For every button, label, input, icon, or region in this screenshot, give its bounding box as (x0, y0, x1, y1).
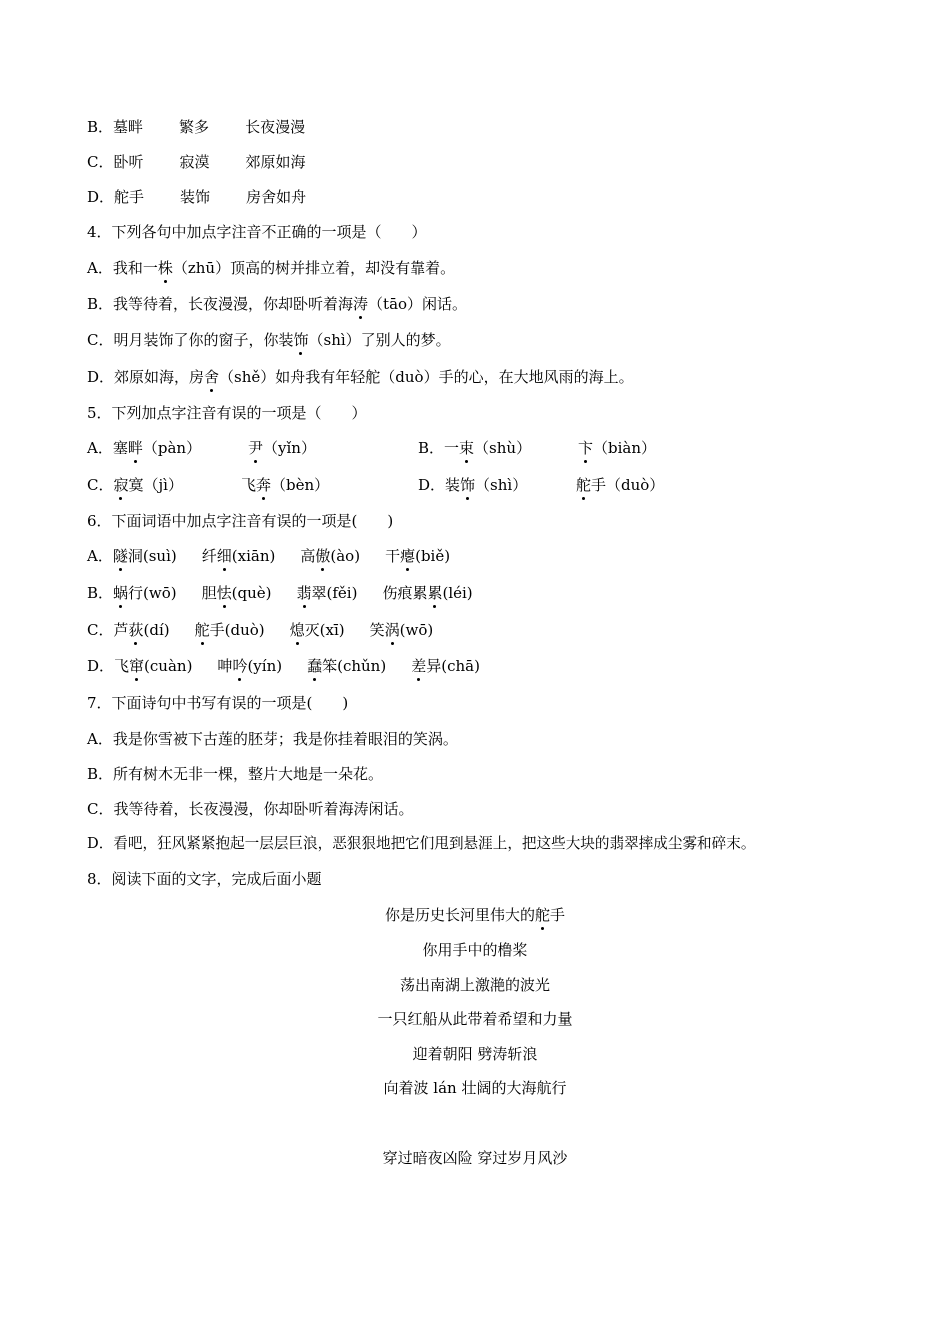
q4-option-a: A．我和一株（zhū）顶高的树并排立着，却没有靠着。 (87, 259, 456, 277)
q7-option-b: B．所有树木无非一棵，整片大地是一朵花。 (87, 765, 384, 783)
q4-stem: 4．下列各句中加点字注音不正确的一项是（ ） (87, 223, 427, 241)
poem-line-6: 向着波 lán 壮阔的大海航行 (383, 1079, 567, 1097)
q5-option-c-1: C．寂寞（jì） (87, 476, 183, 494)
poem-line-1: 你是历史长河里伟大的舵手 (384, 906, 566, 924)
q5-option-d-2: 舵手（duò） (576, 476, 665, 494)
q5-option-b-1: B．一束（shù） (418, 439, 532, 457)
q6-option-b: B．蜗行(wō) 胆怯(què) 翡翠(fěi) 伤痕累累(léi) (87, 584, 473, 602)
q7-option-d: D．看吧，狂风紧紧抱起一层层巨浪，恶狠狠地把它们甩到悬涯上，把这些大块的翡翠摔成尘雾和碎末。 (87, 835, 756, 852)
poem-line-4: 一只红船从此带着希望和力量 (377, 1010, 573, 1028)
poem-line-3: 荡出南湖上激滟的波光 (399, 976, 550, 994)
poem-line-2: 你用手中的橹桨 (422, 941, 528, 959)
q5-option-d-1: D．装饰（shì） (418, 476, 528, 494)
q6-stem: 6．下面词语中加点字注音有误的一项是( ) (87, 512, 394, 530)
q4-option-c: C．明月装饰了你的窗子，你装饰（shì）了别人的梦。 (87, 331, 451, 349)
q3-option-b: B．墓畔 繁多 长夜漫漫 (87, 118, 306, 136)
q7-option-c: C．我等待着，长夜漫漫，你却卧听着海涛闲话。 (87, 800, 414, 818)
q7-stem: 7．下面诗句中书写有误的一项是( ) (87, 694, 349, 712)
q3-option-c: C．卧听 寂漠 郊原如海 (87, 153, 306, 171)
q6-option-c: C．芦荻(dí) 舵手(duò) 熄灭(xī) 笑涡(wō) (87, 621, 434, 639)
q5-option-b-2: 卞（biàn） (578, 439, 657, 457)
poem-line-7: 穿过暗夜凶险 穿过岁月风沙 (382, 1149, 568, 1167)
q6-option-a: A．隧洞(suì) 纤细(xiān) 高傲(ào) 干瘪(biě) (87, 547, 451, 565)
q5-option-a-2: 尹（yǐn） (248, 439, 316, 457)
poem-line-5: 迎着朝阳 劈涛斩浪 (412, 1045, 538, 1063)
q5-stem: 5．下列加点字注音有误的一项是（ ） (87, 404, 367, 422)
q8-stem: 8．阅读下面的文字，完成后面小题 (87, 870, 322, 888)
q4-option-b: B．我等待着，长夜漫漫，你却卧听着海涛（tāo）闲话。 (87, 295, 468, 313)
q7-option-a: A．我是你雪被下古莲的胚芽；我是你挂着眼泪的笑涡。 (87, 730, 458, 748)
q6-option-d: D．飞窜(cuàn) 呻吟(yín) 蠢笨(chǔn) 差异(chā) (87, 657, 480, 675)
q5-option-a-1: A．塞畔（pàn） (87, 439, 202, 457)
q5-option-c-2: 飞奔（bèn） (241, 476, 330, 494)
q3-option-d: D．舵手 装饰 房舍如舟 (87, 188, 307, 206)
q4-option-d: D．郊原如海，房舍（shě）如舟我有年轻舵（duò）手的心，在大地风雨的海上。 (87, 368, 634, 386)
